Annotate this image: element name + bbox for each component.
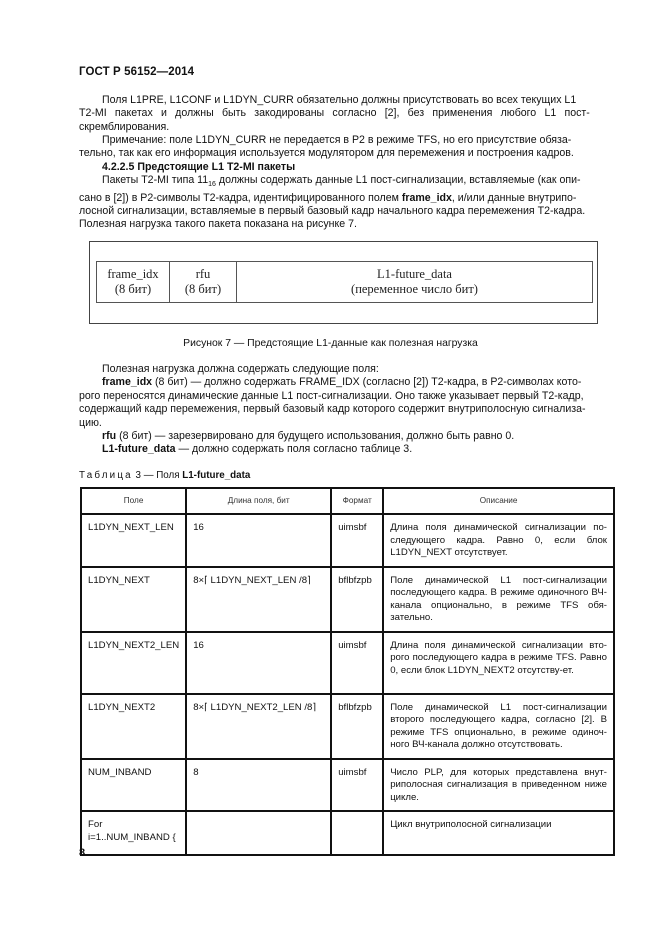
figure-7-caption: Рисунок 7 — Предстоящие L1-данные как полезная нагрузка — [183, 338, 478, 349]
text-line: Полезная нагрузка такого пакета показана на рисунке 7. — [79, 218, 357, 231]
figure-cell-l1-future-data — [237, 262, 592, 302]
table-3-caption — [79, 470, 250, 481]
table-row — [81, 811, 614, 855]
text-line: Поля L1PRE, L1CONF и L1DYN_CURR обязательно должны присутствовать во всех текущих L1 — [102, 94, 577, 106]
table-caption-text: 3 — Поля — [132, 470, 183, 481]
cell-format: uimsbf — [331, 514, 383, 567]
paragraph-note — [79, 134, 615, 161]
field-name: L1-future_data — [102, 443, 176, 456]
cell-format: bflbfzpb — [331, 567, 383, 632]
cell-format: uimsbf — [331, 632, 383, 694]
cell-field: L1DYN_NEXT — [81, 567, 186, 632]
table-row — [81, 514, 614, 567]
figure-cell-name: L1-future_data — [377, 267, 452, 281]
text-run: сано в [2]) в P2-символы T2-кадра, идентифицированного полем — [79, 191, 402, 204]
figure-cell-size: (8 бит) — [114, 282, 152, 296]
header-format: Формат — [331, 488, 383, 514]
cell-length: 8×⌈ L1DYN_NEXT2_LEN /8⌉ — [186, 694, 331, 759]
text-line — [79, 430, 615, 443]
text-line — [79, 192, 615, 205]
text-run: (8 бит) — зарезервировано для будущего использования, должно быть равно 0. — [116, 430, 515, 443]
figure-cell-name: frame_idx — [107, 267, 159, 281]
figure-7-payload-diagram — [96, 261, 593, 303]
page-number: 8 — [79, 847, 86, 859]
cell-format: uimsbf — [331, 759, 383, 812]
cell-field: NUM_INBAND — [81, 759, 186, 812]
figure-cell-size: (переменное число бит) — [351, 282, 478, 296]
text-line: содержащий кадр перемежения, первый базовый кадр которого содержит внутриполосную сигнализа- — [79, 403, 586, 416]
text-run: Пакеты T2-MI типа 11 — [102, 174, 209, 186]
cell-format — [331, 811, 383, 855]
field-name: frame_idx — [102, 376, 153, 389]
cell-length: 8×⌈ L1DYN_NEXT_LEN /8⌉ — [186, 567, 331, 632]
paragraph-t2mi-packets — [79, 174, 615, 232]
text-line — [79, 443, 615, 456]
table-row — [81, 632, 614, 694]
cell-length — [186, 811, 331, 855]
cell-description: Поле динамической L1 пост-сигнализации последующего кадра. В режиме одиночного ВЧ-канала опционально, в режиме TFS обя-зательно. — [383, 567, 614, 632]
paragraph-l1-fields — [79, 94, 615, 134]
table-caption-label: Таблица — [79, 470, 133, 481]
paragraph-payload-fields — [79, 363, 615, 457]
text-line: Полезная нагрузка должна содержать следующие поля: — [102, 363, 379, 375]
field-name: rfu — [102, 430, 117, 443]
cell-length: 16 — [186, 514, 331, 567]
text-line: цию. — [79, 416, 102, 429]
document-header: ГОСТ Р 56152—2014 — [79, 66, 195, 78]
text-line: Примечание: поле L1DYN_CURR не передается в P2 в режиме TFS, но его присутствие обяза- — [102, 134, 572, 146]
figure-cell-size: (8 бит) — [184, 282, 222, 296]
cell-description: Число PLP, для которых представлена внут-риполосная сигнализация в приведенном ниже цикле. — [383, 759, 614, 812]
cell-field: For i=1..NUM_INBAND { — [81, 811, 186, 855]
cell-field: L1DYN_NEXT2 — [81, 694, 186, 759]
cell-length: 16 — [186, 632, 331, 694]
text-run: , и/или данные внутрипо- — [451, 191, 577, 204]
text-line: скремблирования. — [79, 120, 170, 133]
cell-field: L1DYN_NEXT2_LEN — [81, 632, 186, 694]
cell-format: bflbfzpb — [331, 694, 383, 759]
cell-field: L1DYN_NEXT_LEN — [81, 514, 186, 567]
header-description: Описание — [383, 488, 614, 514]
text-line — [79, 174, 615, 192]
text-line: T2-MI пакетах и должны быть закодированы согласно [2], без применения любого L1 пост- — [79, 107, 590, 120]
figure-cell-frame-idx — [97, 262, 170, 302]
header-field: Поле — [81, 488, 186, 514]
table-row — [81, 694, 614, 759]
cell-description: Длина поля динамической сигнализации вто-рого последующего кадра в режиме TFS. Равно 0, если блок L1DYN_NEXT2 отсутству-ет. — [383, 632, 614, 694]
section-heading — [79, 161, 615, 174]
cell-length: 8 — [186, 759, 331, 812]
field-name: frame_idx — [401, 191, 452, 204]
figure-cell-name: rfu — [195, 267, 211, 281]
header-length: Длина поля, бит — [186, 488, 331, 514]
text-run: должны содержать данные L1 пост-сигнализации, вставляемые (как опи- — [215, 174, 581, 186]
cell-description: Длина поля динамической сигнализации по-следующего кадра. Равно 0, если блок L1DYN_NEXT отсутствует. — [383, 514, 614, 567]
text-line: тельно, так как его информация используется модулятором для перемежения и построения кадров. — [79, 147, 574, 160]
table-header-row — [81, 488, 614, 514]
table-3-l1-future-data — [80, 487, 615, 856]
table-row — [81, 759, 614, 812]
cell-description: Цикл внутриполосной сигнализации — [383, 811, 614, 855]
cell-description: Поле динамической L1 пост-сигнализации второго последующего кадра, согласно [2]. В режиме TFS опционально, в режиме одиноч-ного ВЧ-канала должно отсутствовать. — [383, 694, 614, 759]
subscript: 16 — [208, 181, 216, 189]
table-row — [81, 567, 614, 632]
text-run: — должно содержать поля согласно таблице 3. — [175, 443, 413, 456]
text-run: (8 бит) — должно содержать FRAME_IDX (согласно [2]) T2-кадра, в P2-символах кото- — [152, 376, 582, 389]
text-line: рого переносятся динамические данные L1 пост-сигнализации. Оно также указывает первый T2-кадр, — [79, 389, 584, 402]
figure-cell-rfu — [170, 262, 237, 302]
text-line: лосной сигнализации, вставляемые в первый базовый кадр начального кадра перемежения T2-кадра. — [79, 204, 586, 217]
table-caption-bold: L1-future_data — [182, 470, 251, 481]
section-heading-text: 4.2.2.5 Предстоящие L1 T2-MI пакеты — [102, 161, 296, 173]
text-line — [79, 376, 615, 389]
